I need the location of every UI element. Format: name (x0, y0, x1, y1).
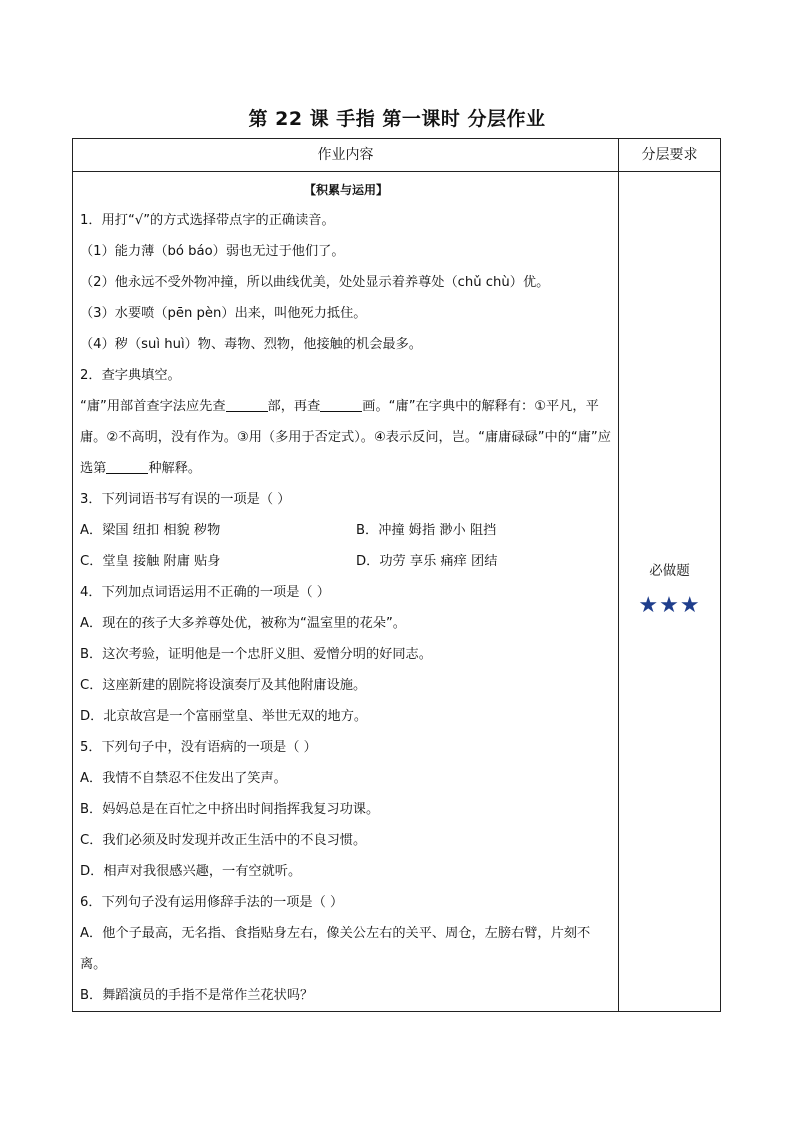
section-label: 【积累与运用】 (303, 183, 388, 197)
question-3-options (80, 546, 612, 577)
option-a: A．现在的孩子大多养尊处优，被称为“温室里的花朵”。 (80, 616, 406, 631)
question-2-text: 画。“庸”在字典中的解释有：①平凡，平庸。②不高明，没有作为。③用（多用于否定式）。④表示反问，岂。“庸庸碌碌”中的“庸”应选第 (80, 399, 611, 476)
content-cell (80, 179, 612, 1011)
question-2-text: 部，再查 (267, 399, 321, 414)
option-c: C．堂皇 接触 附庸 贴身 (80, 554, 221, 569)
page-title: 第 22 课 手指 第一课时 分层作业 (248, 108, 546, 130)
question-3-options (80, 515, 612, 546)
header-level: 分层要求 (641, 147, 698, 163)
question-2-text: 种解释。 (148, 461, 202, 476)
question-3-stem: 3．下列词语书写有误的一项是（ ） (80, 492, 291, 507)
option-a: A．他个子最高，无名指、食指贴身左右，像关公左右的关平、周仓，左膀右臂，片刻不离。 (80, 926, 591, 972)
option-c: C．我们必须及时发现并改正生活中的不良习惯。 (80, 833, 367, 848)
header-divider (73, 171, 720, 172)
option-d: D．相声对我很感兴趣，一有空就听。 (80, 864, 302, 879)
question-4-stem: 4．下列加点词语运用不正确的一项是（ ） (80, 585, 330, 600)
option-a: A．梁国 纽扣 相貌 秽物 (80, 523, 221, 538)
option-b: B．冲撞 姆指 渺小 阻挡 (356, 523, 497, 538)
option-a: A．我情不自禁忍不住发出了笑声。 (80, 771, 287, 786)
star-rating-icon: ★★★ (638, 593, 701, 618)
option-d: D．功劳 享乐 痛痒 团结 (356, 554, 498, 569)
question-6-stem: 6．下列句子没有运用修辞手法的一项是（ ） (80, 895, 344, 910)
question-1-item: （1）能力薄（bó báo）弱也无过于他们了。 (80, 244, 345, 259)
level-cell (619, 559, 720, 618)
question-1-item: （3）水要喷（pēn pèn）出来，叫他死力抵住。 (80, 306, 367, 321)
option-b: B．舞蹈演员的手指不是常作兰花状吗？ (80, 988, 314, 1003)
answer-blank[interactable] (320, 398, 362, 412)
question-1-stem: 1．用打“√”的方式选择带点字的正确读音。 (80, 213, 335, 228)
level-label: 必做题 (649, 563, 690, 579)
option-c: C．这座新建的剧院将设演奏厅及其他附庸设施。 (80, 678, 367, 693)
question-2-body (80, 391, 612, 484)
homework-table (72, 138, 721, 1012)
question-2-text: “庸”用部首查字法应先查 (80, 399, 226, 414)
answer-blank[interactable] (226, 398, 268, 412)
header-content: 作业内容 (317, 147, 374, 163)
answer-blank[interactable] (106, 460, 148, 474)
option-d: D．北京故宫是一个富丽堂皇、举世无双的地方。 (80, 709, 368, 724)
option-b: B．妈妈总是在百忙之中挤出时间指挥我复习功课。 (80, 802, 380, 817)
question-1-item: （4）秽（suì huì）物、毒物、烈物，他接触的机会最多。 (80, 337, 422, 352)
question-5-stem: 5．下列句子中，没有语病的一项是（ ） (80, 740, 317, 755)
question-2-stem: 2．查字典填空。 (80, 368, 181, 383)
question-1-item: （2）他永远不受外物冲撞，所以曲线优美，处处显示着养尊处（chǔ chù）优。 (80, 275, 550, 290)
option-b: B．这次考验，证明他是一个忠肝义胆、爱憎分明的好同志。 (80, 647, 432, 662)
